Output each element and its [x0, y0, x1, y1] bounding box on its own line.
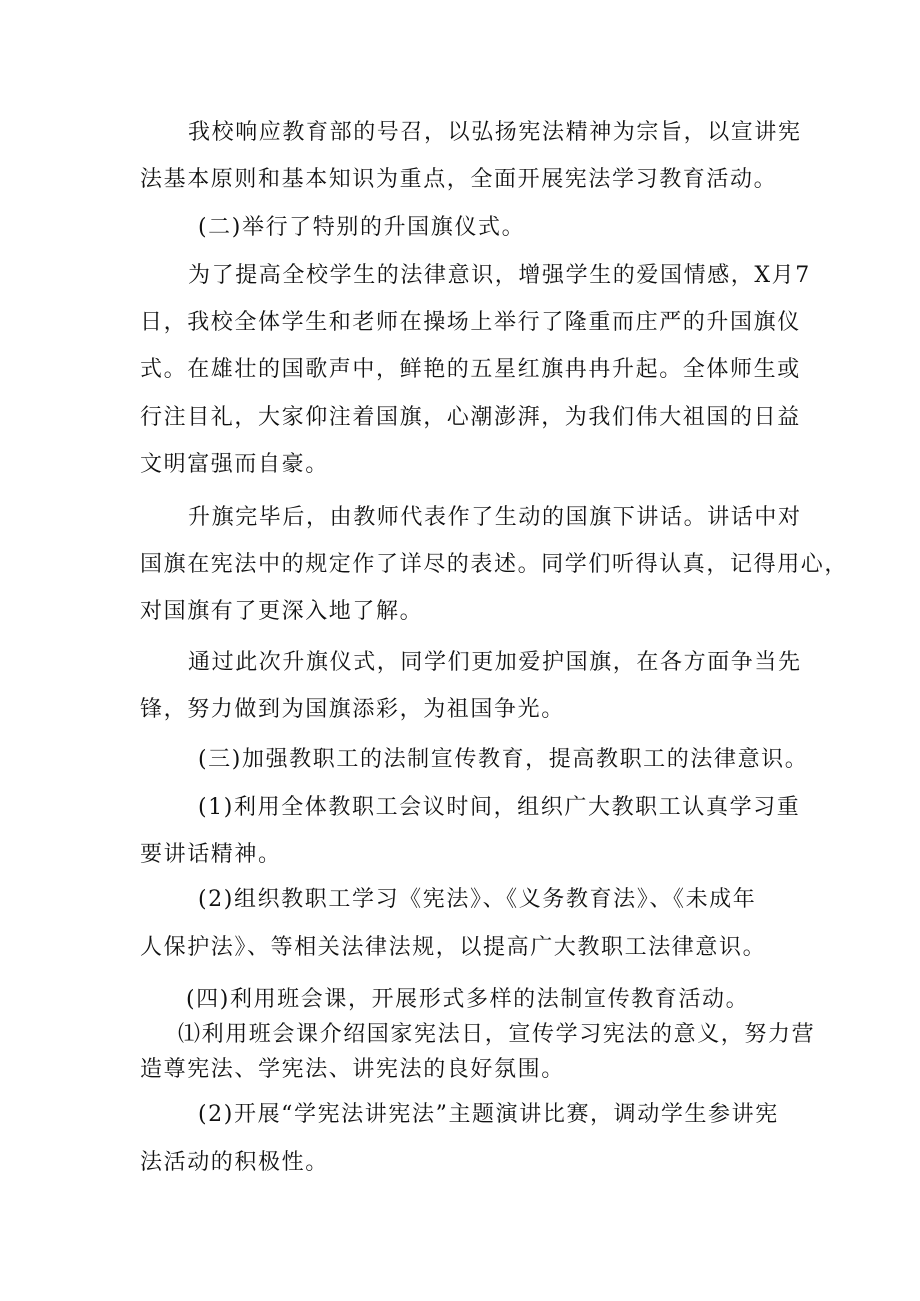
text-line: 行注目礼，大家仰注着国旗，心潮澎湃，为我们伟大祖国的日益: [140, 405, 801, 430]
section-heading-3: (三)加强教职工的法制宣传教育，提高教职工的法律意识。: [198, 747, 809, 772]
text-line: 锋，努力做到为国旗添彩，为祖国争光。: [140, 697, 565, 722]
text-line: (1)利用全体教职工会议时间，组织广大教职工认真学习重: [198, 795, 801, 820]
text-line: 国旗在宪法中的规定作了详尽的表述。同学们听得认真，记得用心，: [140, 552, 849, 577]
text-line: (2)组织教职工学习《宪法》、《义务教育法》、《未成年: [198, 887, 757, 912]
text-line: 要讲话精神。: [140, 842, 282, 867]
text-line: 日，我校全体学生和老师在操场上举行了隆重而庄严的升国旗仪: [140, 310, 801, 335]
text-line: 造尊宪法、学宪法、讲宪法的良好氛围。: [140, 1057, 565, 1082]
text-line: ⑴利用班会课介绍国家宪法日，宣传学习宪法的意义，努力营: [178, 1022, 816, 1047]
text-line: 通过此次升旗仪式，同学们更加爱护国旗，在各方面争当先: [188, 650, 802, 675]
text-line: 法基本原则和基本知识为重点，全面开展宪法学习教育活动。: [140, 167, 778, 192]
text-line: 对国旗有了更深入地了解。: [140, 599, 424, 624]
text-line: 升旗完毕后，由教师代表作了生动的国旗下讲话。讲话中对: [188, 505, 802, 530]
text-line: (2)开展“学宪法讲宪法”主题演讲比赛，调动学生参讲宪: [198, 1102, 779, 1127]
text-line: 为了提高全校学生的法律意识，增强学生的爱国情感，X月7: [188, 263, 811, 288]
text-line: 文明富强而自豪。: [140, 452, 329, 477]
text-line: 式。在雄壮的国歌声中，鲜艳的五星红旗冉冉升起。全体师生或: [140, 357, 801, 382]
section-heading-4: (四)利用班会课，开展形式多样的法制宣传教育活动。: [186, 987, 750, 1012]
text-line: 法活动的积极性。: [140, 1150, 329, 1175]
text-line: 人保护法》、等相关法律法规，以提高广大教职工法律意识。: [140, 935, 767, 960]
section-heading-2: (二)举行了特别的升国旗仪式。: [198, 215, 526, 240]
text-line: 我校响应教育部的号召，以弘扬宪法精神为宗旨，以宣讲宪: [188, 120, 802, 145]
